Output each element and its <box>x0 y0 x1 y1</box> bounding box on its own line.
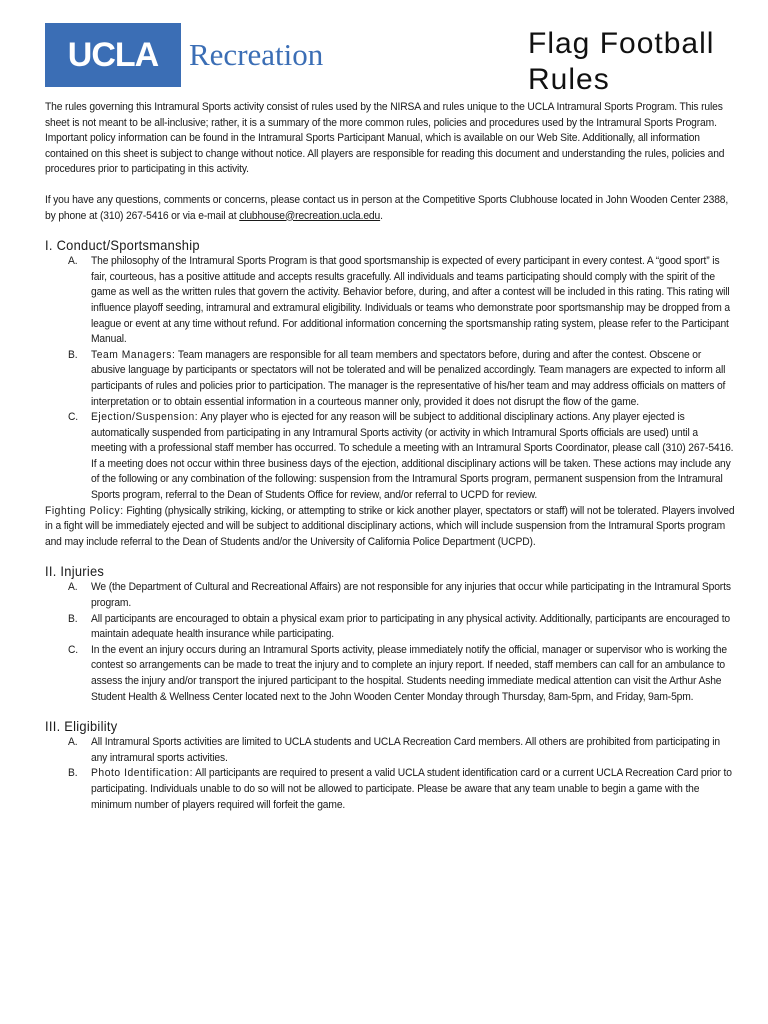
contact-paragraph <box>45 193 735 224</box>
email-link[interactable]: clubhouse@recreation.ucla.edu <box>239 209 381 222</box>
eligibility-list <box>45 735 735 813</box>
section-heading-eligibility: III. Eligibility <box>45 718 118 735</box>
list-item <box>45 410 735 504</box>
injuries-list <box>45 580 735 705</box>
document-body <box>45 100 735 813</box>
item-text: Team managers are responsible for all team members and spectators before, during and after the contest. Obscene or abusive language by participants or spectators will not be tolerated and will be penalized accordingly. Team managers are expected to inform all participants of rules and policies prior to participation. The manager is the representative of his/her team and may address officials on matters of interpretation or to obtain essential information in a courteous manner only, provided it does not disrupt the flow of the game. <box>91 348 726 408</box>
item-label: Photo Identification: <box>91 767 194 780</box>
contact-text: If you have any questions, comments or concerns, please contact us in person at the Competitive Sports Clubhouse located in John Wooden Center 2388, by phone at (310) 267-5416 or via e-mail at <box>45 193 729 222</box>
item-text: All participants are encouraged to obtain a physical exam prior to participating in any physical activity. Additionally, participants are encouraged to maintain adequate health insurance while participating. <box>91 612 731 641</box>
item-text: All participants are required to present a valid UCLA student identification card or a current UCLA Recreation Card prior to participating. Individuals unable to do so will not be allowed to participate. Please be aware that any team unable to begin a game with the minimum number of players required will forfeit the game. <box>91 767 732 811</box>
item-label: Team Managers: <box>91 348 176 361</box>
logo-recreation-text: Recreation <box>189 37 324 72</box>
item-letter: B. <box>68 767 78 780</box>
list-item <box>45 735 735 766</box>
fighting-policy <box>45 504 735 551</box>
item-letter: A. <box>68 736 78 749</box>
item-letter: A. <box>68 255 78 268</box>
intro-paragraph: The rules governing this Intramural Sports activity consist of rules used by the NIRSA and rules unique to the UCLA Intramural Sports Program. This rules sheet is not meant to be all-inclusive; rather, it is a summary of the more common rules, policies and procedures used by the Intramural Sports Program. Important policy information can be found in the Intramural Sports Participant Manual, which is available on our Web Site. Additionally, all information contained on this sheet is subject to change without notice. All players are responsible for reading this document and understanding the rules, policies and procedures prior to participating in this activity. <box>45 101 725 176</box>
item-letter: C. <box>68 643 79 656</box>
item-letter: B. <box>68 348 78 361</box>
list-item <box>45 348 735 410</box>
ucla-recreation-logo <box>45 23 335 87</box>
title-line-2: Rules <box>528 63 610 96</box>
list-item <box>45 766 735 813</box>
logo-ucla-text: UCLA <box>45 23 181 87</box>
fighting-policy-label: Fighting Policy: <box>45 504 124 517</box>
document-title <box>528 26 758 98</box>
list-item <box>45 612 735 643</box>
list-item <box>45 254 735 348</box>
section-heading-injuries: II. Injuries <box>45 563 105 580</box>
item-label: Ejection/Suspension: <box>91 411 199 424</box>
section-heading-conduct: I. Conduct/Sportsmanship <box>45 237 200 254</box>
item-letter: B. <box>68 612 78 625</box>
item-text: We (the Department of Cultural and Recreational Affairs) are not responsible for any injuries that occur while participating in the Intramural Sports program. <box>91 581 731 610</box>
contact-end: . <box>380 209 383 222</box>
list-item <box>45 643 735 705</box>
title-line-1: Flag Football <box>528 27 715 60</box>
fighting-policy-text: Fighting (physically striking, kicking, or attempting to strike or kick another player, spectators or staff) will not be tolerated. Players involved in a fight will be immediately ejected and will be subject to additional disciplinary actions, which will include suspension from the Intramural Sports program and may include referral to the Dean of Students and/or the University of California Police Department (UCPD). <box>45 504 735 548</box>
item-letter: C. <box>68 411 79 424</box>
item-letter: A. <box>68 581 78 594</box>
item-text: In the event an injury occurs during an Intramural Sports activity, please immediately notify the official, manager or supervisor who is working the contest so arrangements can be made to treat the injury and to complete an injury report. If needed, staff members can call for an ambulance to assess the injury and/or transport the injured participant to the hospital. Students needing immediate medical attention can visit the Arthur Ashe Student Health & Wellness Center located next to the John Wooden Center Monday through Thursday, 8am-5pm, and Friday, 9am-5pm. <box>91 643 727 703</box>
conduct-list <box>45 254 735 504</box>
list-item <box>45 580 735 611</box>
item-text: All Intramural Sports activities are limited to UCLA students and UCLA Recreation Card members. All others are prohibited from participating in any intramural sports activities. <box>91 736 720 764</box>
item-text: Any player who is ejected for any reason will be subject to additional disciplinary actions. Any player ejected is automatically suspended from participating in any Intramural Sports activity (or activity in which Intramural Sports officials are used) until a meeting with a professional staff member has occurred. To schedule a meeting with an Intramural Sports Coordinator, please call (310) 267-5416. If a meeting does not occur within three business days of the ejection, additional disciplinary actions will be taken. These actions may include any of the following or any combination of the following: suspension from the Intramural Sports program, permanent suspension from the Intramural Sports program, referral to the Dean of Students Office for review, and/or referral to UCPD for review. <box>91 411 734 502</box>
item-text: The philosophy of the Intramural Sports Program is that good sportsmanship is expected of every participant in every contest. A “good sport” is fair, courteous, has a positive attitude and accepts results gracefully. All individuals and teams participating should comply with the spirit of the game as well as the written rules that govern the activity. Behavior before, during, and after a contest will be included in this rating. This rating will influence playoff seeding, intramural and extramural eligibility. Individuals or teams who demonstrate poor sportsmanship may be dropped from a league or event at any time without refund. For additional information concerning the sportsmanship rating system, please refer to the Participant Manual. <box>91 255 730 346</box>
